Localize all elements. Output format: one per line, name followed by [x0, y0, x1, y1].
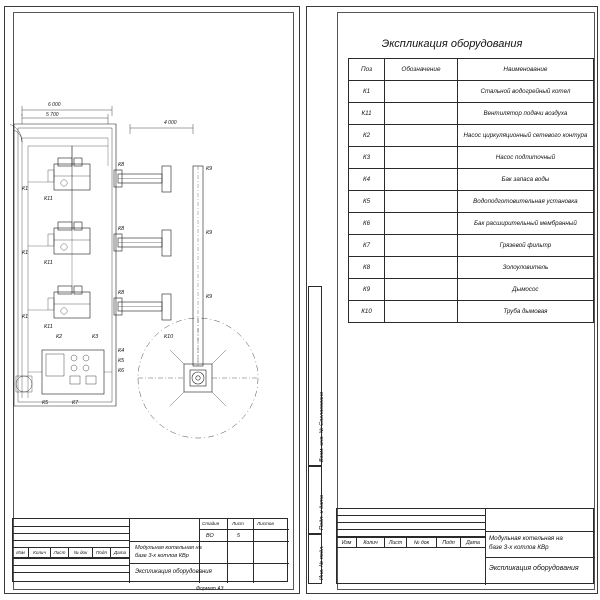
tag-k9-3: К9: [206, 294, 213, 300]
cell-name: Вентилятор подачи воздуха: [457, 103, 593, 125]
table-row: [349, 235, 594, 257]
cell-pos: К5: [349, 191, 385, 213]
tag-k6: К6: [118, 368, 125, 374]
col-ndok: № док: [407, 538, 437, 547]
cell-designation: [385, 257, 458, 279]
format-label: Формат А3: [196, 586, 224, 592]
cell-designation: [385, 279, 458, 301]
cell-designation: [385, 147, 458, 169]
cell-name: Стальной водогрейный котел: [457, 81, 593, 103]
cell-designation: [385, 235, 458, 257]
dimension-4000: 4 000: [164, 120, 177, 126]
col-data: Дата: [466, 539, 480, 546]
tag-k8-1: К8: [118, 162, 125, 168]
dimension-6000: 6 000: [48, 102, 61, 108]
tag-k1-3: К1: [22, 314, 29, 320]
tag-k10: К10: [164, 334, 174, 340]
cell-name: Насос подпиточный: [457, 147, 593, 169]
header-name: Наименование: [457, 59, 593, 81]
left-stage-value: ВО: [206, 533, 214, 539]
cell-name: Дымосос: [457, 279, 593, 301]
cell-pos: К6: [349, 213, 385, 235]
cell-pos: К2: [349, 125, 385, 147]
cell-pos: К1: [349, 81, 385, 103]
col-izm: Изм: [13, 548, 29, 557]
cell-designation: [385, 191, 458, 213]
cell-pos: К7: [349, 235, 385, 257]
left-sheets-label: Листов: [257, 521, 274, 526]
cell-pos: К9: [349, 279, 385, 301]
table-row: [349, 191, 594, 213]
cell-designation: [385, 81, 458, 103]
cell-pos: К8: [349, 257, 385, 279]
specification-title: Экспликация оборудования: [381, 38, 523, 50]
cell-name: Бак расширительный мембранный: [457, 213, 593, 235]
table-row: [349, 213, 594, 235]
cell-name: Грязевой фильтр: [457, 235, 593, 257]
right-project-line2: базе 3-х котлов КВр: [489, 544, 549, 551]
tag-k11-3: К11: [44, 324, 53, 330]
table-header-row: [349, 59, 594, 81]
right-title-revision-rows: [337, 509, 485, 537]
cell-pos: К3: [349, 147, 385, 169]
table-row: [349, 81, 594, 103]
cell-name: Насос циркуляционный сетевого контура: [457, 125, 593, 147]
dimension-5700: 5 700: [46, 112, 59, 118]
col-list: Лист: [51, 548, 69, 557]
tag-k1-1: К1: [22, 186, 29, 192]
col-data: Дата: [113, 550, 127, 555]
col-kolich: Колич: [357, 538, 385, 547]
right-sheet-title: Экспликация оборудования: [489, 565, 579, 572]
tag-k3: К3: [92, 334, 99, 340]
left-title-block: [12, 518, 288, 582]
right-title-block-columns: [337, 537, 485, 548]
specification-table: [348, 58, 594, 323]
tag-k5-lower: К5: [42, 400, 49, 406]
table-row: [349, 301, 594, 323]
tag-k9-2: К9: [206, 230, 213, 236]
strip-podp-data-label: Подп. и дата: [319, 494, 325, 530]
tag-k2: К2: [56, 334, 63, 340]
left-project-line1: Модульная котельная на: [135, 545, 202, 551]
cell-pos: К10: [349, 301, 385, 323]
boiler-plant-layout-drawing: [8, 6, 292, 506]
right-project-line1: Модульная котельная на: [489, 535, 563, 542]
cell-name: Бак запаса воды: [457, 169, 593, 191]
cell-designation: [385, 301, 458, 323]
cell-name: Золоуловитель: [457, 257, 593, 279]
cell-pos: К4: [349, 169, 385, 191]
col-ndok: № док: [69, 548, 93, 557]
table-row: [349, 103, 594, 125]
col-list: Лист: [385, 538, 407, 547]
left-sheet-label: Лист: [232, 521, 244, 526]
cell-name: Труба дымовая: [457, 301, 593, 323]
col-podp: Подп: [437, 538, 461, 547]
left-project-line2: базе 3-х котлов КВр: [135, 553, 189, 559]
strip-soglasovano-label: Взам. инв. № Согласовано: [319, 391, 325, 462]
col-podp: Подп: [93, 548, 111, 557]
header-pos: Поз: [349, 59, 385, 81]
tag-k4: К4: [118, 348, 125, 354]
table-row: [349, 169, 594, 191]
col-izm: Изм: [337, 538, 357, 547]
cell-pos: К11: [349, 103, 385, 125]
cell-designation: [385, 125, 458, 147]
table-row: [349, 257, 594, 279]
tag-k11-2: К11: [44, 260, 53, 266]
cell-designation: [385, 213, 458, 235]
header-designation: Обозначение: [385, 59, 458, 81]
table-row: [349, 147, 594, 169]
right-title-block: [336, 508, 594, 584]
tag-k8-2: К8: [118, 226, 125, 232]
left-title-block-columns: [13, 547, 129, 558]
tag-k7: К7: [72, 400, 79, 406]
col-kolich: Колич: [29, 548, 51, 557]
cell-designation: [385, 103, 458, 125]
cell-name: Водоподготовительная установка: [457, 191, 593, 213]
table-row: [349, 125, 594, 147]
cell-designation: [385, 169, 458, 191]
left-sheet-title: Экспликация оборудования: [135, 569, 212, 575]
strip-inv-podl-label: Инв. № подл.: [319, 545, 325, 580]
left-stage-label: Стадия: [202, 521, 220, 526]
tag-k11-1: К11: [44, 196, 53, 202]
tag-k5: К5: [118, 358, 125, 364]
table-row: [349, 279, 594, 301]
left-sheet-value: 5: [237, 533, 240, 539]
tag-k9-1: К9: [206, 166, 213, 172]
tag-k1-2: К1: [22, 250, 29, 256]
tag-k8-3: К8: [118, 290, 125, 296]
